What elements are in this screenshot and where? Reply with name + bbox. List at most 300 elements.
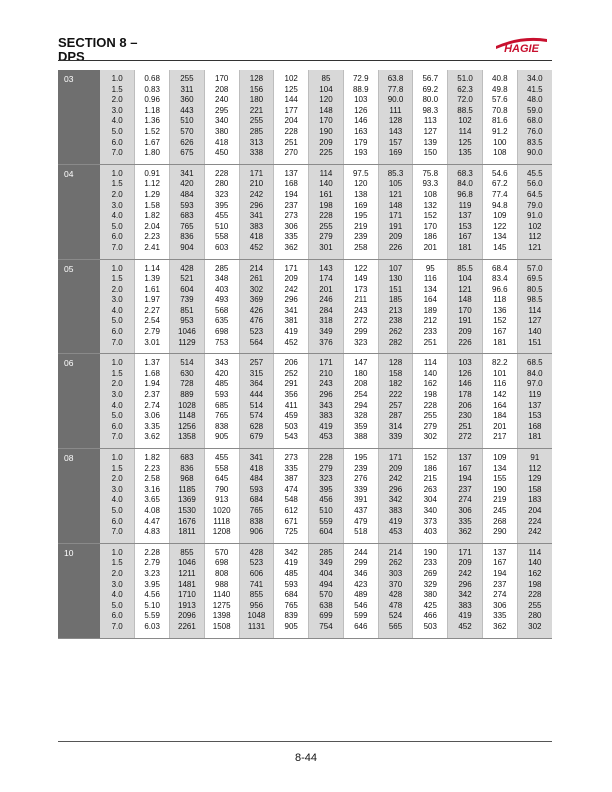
table-cell: 3.0 [111,105,123,115]
table-cell: 152 [493,316,507,326]
table-cell: 104 [458,274,472,284]
table-cell: 273 [284,211,298,221]
table-cell: 201 [493,421,507,431]
table-cell: 126 [354,105,368,115]
value-column [448,70,483,164]
table-cell: 728 [180,379,194,389]
value-column [482,164,517,259]
value-column [448,543,483,638]
table-cell: 1811 [178,527,196,537]
table-cell: 3.0 [111,390,123,400]
table-cell: 3.0 [111,484,123,494]
table-cell: 323 [215,189,229,199]
value-column [378,449,413,544]
table-cell: 988 [215,579,229,589]
table-cell: 543 [284,432,298,442]
value-column [204,449,239,544]
table-cell: 466 [423,611,437,621]
table-cell: 238 [388,316,403,326]
table-cell: 85 [321,74,331,83]
table-cell: 120 [354,179,368,189]
table-cell: 4.0 [111,400,123,410]
table-cell: 391 [354,495,368,505]
table-cell: 79.0 [527,200,543,210]
table-cell: 130 [388,274,403,284]
table-cell: 299 [354,327,368,337]
table-cell: 1.5 [111,368,123,378]
table-cell: 151 [388,284,403,294]
table-cell: 246 [319,295,333,305]
value-column [517,164,552,259]
value-column [170,164,205,259]
table-cell: 684 [284,590,298,600]
table-cell: 313 [249,137,264,147]
table-cell: 339 [354,484,368,494]
table-cell: 1208 [212,527,231,537]
value-column [309,164,344,259]
table-cell: 75.8 [422,168,439,178]
table-cell: 679 [249,432,264,442]
table-cell: 233 [423,327,437,337]
table-cell: 226 [458,337,472,347]
table-cell: 428 [249,547,264,557]
value-column [170,354,205,449]
table-cell: 171 [284,263,298,273]
table-cell: 242 [284,284,298,294]
table-cell: 599 [354,611,368,621]
table-cell: 84.0 [457,179,473,189]
value-column [170,259,205,354]
table-cell: 80.0 [422,95,439,105]
nozzle-size-label: 05 [58,259,100,354]
table-cell: 290 [493,527,507,537]
table-cell: 128 [388,358,403,368]
table-cell: 168 [284,179,298,189]
table-cell: 3.16 [144,484,160,494]
table-cell: 137 [458,453,472,462]
table-cell: 593 [180,200,194,210]
table-cell: 315 [249,368,264,378]
table-cell: 570 [319,590,333,600]
table-cell: 45.5 [527,168,543,178]
table-cell: 296 [284,295,298,305]
table-cell: 90.0 [387,95,404,105]
table-cell: 753 [215,337,229,347]
table-cell: 403 [215,284,229,294]
value-column [135,543,170,638]
table-cell: 148 [458,295,472,305]
table-cell: 257 [388,400,403,410]
table-cell: 510 [215,221,229,231]
table-cell: 118 [493,295,507,305]
value-column [204,543,239,638]
table-cell: 341 [249,453,264,462]
nozzle-block-05 [58,259,552,354]
table-cell: 3.0 [111,200,123,210]
value-column [517,354,552,449]
table-cell: 132 [423,200,437,210]
value-column [239,449,274,544]
table-cell: 5.0 [111,411,123,421]
table-cell: 302 [249,284,264,294]
table-cell: 362 [284,242,298,252]
table-cell: 208 [354,379,368,389]
table-cell: 741 [249,579,264,589]
table-cell: 453 [319,432,333,442]
table-cell: 452 [249,242,264,252]
table-cell: 208 [215,84,229,94]
table-cell: 164 [423,295,437,305]
table-cell: 136 [493,305,507,315]
value-column [482,449,517,544]
table-cell: 593 [284,579,298,589]
table-cell: 245 [493,505,507,515]
table-cell: 349 [319,558,333,568]
value-column [517,449,552,544]
table-cell: 210 [319,368,333,378]
table-cell: 255 [180,74,194,83]
table-cell: 198 [319,200,333,210]
table-cell: 94.8 [492,200,508,210]
table-cell: 341 [249,211,264,221]
table-cell: 2.74 [144,400,160,410]
table-cell: 383 [319,411,333,421]
table-cell: 158 [388,368,403,378]
table-cell: 1140 [213,590,231,600]
section-title-line1: SECTION 8 – [58,35,138,50]
table-cell: 242 [388,474,403,484]
value-column [239,164,274,259]
table-cell: 485 [215,379,229,389]
table-cell: 170 [458,305,472,315]
table-cell: 5.0 [111,316,123,326]
table-cell: 213 [388,305,403,315]
table-cell: 376 [319,337,333,347]
table-cell: 237 [284,200,298,210]
table-cell: 291 [284,379,298,389]
table-cell: 219 [493,495,507,505]
value-column [274,164,309,259]
table-cell: 568 [215,305,229,315]
table-cell: 1.97 [144,295,160,305]
table-cell: 343 [215,358,229,368]
value-column [413,449,448,544]
table-cell: 240 [215,95,229,105]
table-cell: 67.2 [492,179,508,189]
table-cell: 254 [354,390,368,400]
table-cell: 279 [319,232,333,242]
table-cell: 222 [388,390,403,400]
table-cell: 4.0 [111,590,123,600]
table-cell: 242 [249,189,264,199]
table-cell: 91 [530,453,540,462]
value-column [309,449,344,544]
table-cell: 418 [249,232,264,242]
table-cell: 7.0 [111,621,123,631]
value-column [135,164,170,259]
table-cell: 90.0 [527,148,543,158]
table-cell: 1.14 [144,263,160,273]
table-cell: 638 [319,600,333,610]
table-cell: 113 [423,116,437,126]
table-cell: 754 [319,621,333,631]
table-cell: 80.5 [527,284,543,294]
table-cell: 765 [284,600,298,610]
table-cell: 186 [423,232,437,242]
table-cell: 1.68 [144,368,160,378]
table-cell: 151 [528,337,542,347]
table-cell: 171 [388,453,403,462]
table-cell: 102 [284,74,298,83]
table-cell: 150 [423,148,437,158]
table-cell: 548 [284,495,298,505]
table-cell: 790 [215,484,229,494]
table-cell: 698 [215,558,229,568]
footer-rule [58,741,552,742]
table-cell: 214 [388,547,403,557]
table-cell: 164 [493,400,507,410]
table-cell: 6.0 [111,327,123,337]
value-column [482,543,517,638]
table-cell: 230 [458,411,472,421]
table-cell: 765 [249,505,264,515]
table-cell: 349 [319,327,333,337]
value-column [517,259,552,354]
table-cell: 255 [528,600,542,610]
table-cell: 2.0 [111,189,123,199]
table-cell: 593 [249,484,264,494]
value-column [100,70,135,164]
table-cell: 134 [493,463,507,473]
table-cell: 107 [388,263,403,273]
table-cell: 1.12 [144,179,160,189]
table-cell: 493 [215,295,229,305]
nozzle-size-label: 04 [58,164,100,259]
value-column [413,164,448,259]
table-cell: 153 [458,221,472,231]
table-cell: 169 [354,200,368,210]
table-cell: 41.5 [527,84,543,94]
table-cell: 4.0 [111,305,123,315]
table-cell: 699 [319,611,333,621]
table-cell: 765 [180,221,194,231]
table-cell: 170 [319,116,333,126]
table-cell: 204 [528,505,542,515]
table-cell: 558 [215,463,229,473]
value-column [239,543,274,638]
table-cell: 168 [528,421,542,431]
table-cell: 62.3 [457,84,473,94]
table-cell: 1046 [178,558,196,568]
table-cell: 6.0 [111,611,123,621]
table-cell: 523 [249,558,264,568]
table-cell: 296 [249,200,264,210]
table-cell: 395 [215,200,229,210]
table-cell: 1275 [212,600,231,610]
table-cell: 221 [249,105,264,115]
table-cell: 510 [180,116,194,126]
table-cell: 604 [319,527,333,537]
table-cell: 323 [319,474,333,484]
table-cell: 91.0 [527,211,543,221]
table-cell: 114 [319,168,333,178]
table-cell: 129 [528,474,542,484]
table-cell: 7.0 [111,242,123,252]
table-cell: 119 [528,390,542,400]
table-cell: 214 [249,263,264,273]
value-column [239,70,274,164]
value-column [100,259,135,354]
table-cell: 91.2 [492,126,508,136]
table-cell: 59.0 [527,105,543,115]
table-cell: 338 [249,148,264,158]
table-cell: 6.0 [111,421,123,431]
table-cell: 1369 [178,495,196,505]
table-cell: 630 [180,368,194,378]
table-cell: 228 [284,126,298,136]
table-cell: 2.79 [144,558,160,568]
table-cell: 7.0 [111,527,123,537]
table-cell: 1118 [213,516,230,526]
table-cell: 340 [215,116,229,126]
table-cell: 342 [458,590,472,600]
table-cell: 1.82 [144,453,160,462]
table-cell: 683 [180,453,194,462]
table-cell: 173 [354,284,368,294]
table-cell: 348 [215,274,229,284]
table-cell: 1.39 [144,274,160,284]
table-cell: 296 [458,579,472,589]
table-cell: 105 [388,179,403,189]
table-cell: 134 [493,232,507,242]
table-cell: 279 [423,421,437,431]
table-cell: 189 [423,305,437,315]
table-cell: 838 [249,516,264,526]
table-cell: 239 [354,232,368,242]
table-cell: 494 [319,579,333,589]
table-cell: 112 [528,463,542,473]
table-cell: 255 [319,221,333,231]
table-cell: 603 [215,242,229,252]
table-cell: 114 [423,358,437,368]
table-cell: 1.18 [144,105,160,115]
table-cell: 69.5 [527,274,543,284]
table-cell: 112 [528,232,542,242]
table-cell: 157 [388,137,403,147]
table-cell: 258 [354,242,368,252]
table-cell: 114 [458,126,472,136]
table-cell: 167 [493,558,507,568]
nozzle-block-03 [58,70,552,164]
table-cell: 342 [388,495,403,505]
table-cell: 161 [319,189,333,199]
table-cell: 121 [458,284,472,294]
value-column [204,70,239,164]
table-cell: 143 [319,263,333,273]
table-cell: 96.8 [457,189,473,199]
table-cell: 178 [458,390,472,400]
table-cell: 1.29 [144,189,160,199]
table-cell: 968 [180,474,194,484]
table-cell: 4.83 [144,527,160,537]
value-column [482,354,517,449]
table-cell: 127 [528,316,542,326]
table-cell: 261 [249,274,264,284]
table-cell: 228 [319,211,333,221]
table-cell: 122 [493,221,507,231]
table-cell: 2.23 [144,232,160,242]
table-cell: 125 [284,84,298,94]
table-cell: 403 [423,527,437,537]
table-cell: 604 [180,284,194,294]
table-cell: 152 [423,211,437,221]
table-cell: 77.8 [387,84,404,94]
table-cell: 83.5 [527,137,543,147]
table-cell: 270 [284,148,298,158]
value-column [378,354,413,449]
table-cell: 103 [458,358,472,368]
table-cell: 251 [284,137,298,147]
value-column [274,449,309,544]
table-cell: 1.0 [111,547,123,557]
table-cell: 280 [215,179,229,189]
table-cell: 411 [284,400,298,410]
table-cell: 56.7 [422,74,439,83]
table-cell: 1.58 [144,200,160,210]
table-cell: 180 [354,368,368,378]
table-cell: 237 [493,579,507,589]
value-column [135,449,170,544]
table-cell: 279 [319,463,333,473]
table-cell: 304 [423,495,437,505]
table-cell: 453 [388,527,403,537]
hagie-logo-text: HAGIE [504,43,539,55]
table-cell: 194 [458,474,472,484]
table-cell: 765 [215,411,229,421]
table-cell: 148 [319,105,333,115]
table-cell: 233 [423,558,437,568]
table-cell: 341 [180,168,194,178]
table-cell: 0.91 [144,168,160,178]
table-cell: 171 [249,168,264,178]
value-column [100,164,135,259]
table-cell: 1.0 [111,263,123,273]
value-column [343,70,378,164]
table-cell: 1129 [178,337,196,347]
table-cell: 303 [388,568,403,578]
table-cell: 140 [528,558,542,568]
table-cell: 1.36 [144,116,160,126]
table-cell: 311 [180,84,194,94]
table-cell: 302 [423,432,437,442]
table-cell: 190 [423,547,437,557]
table-cell: 177 [284,105,298,115]
table-cell: 171 [458,547,472,557]
hagie-logo [494,33,549,56]
table-cell: 359 [354,421,368,431]
value-column [309,259,344,354]
table-cell: 335 [284,232,298,242]
table-cell: 296 [319,390,333,400]
table-cell: 419 [319,421,333,431]
table-cell: 284 [319,305,333,315]
table-cell: 574 [249,411,264,421]
table-cell: 1.67 [144,137,160,147]
table-cell: 276 [354,474,368,484]
value-column [413,259,448,354]
table-cell: 186 [423,463,437,473]
table-cell: 137 [528,400,542,410]
